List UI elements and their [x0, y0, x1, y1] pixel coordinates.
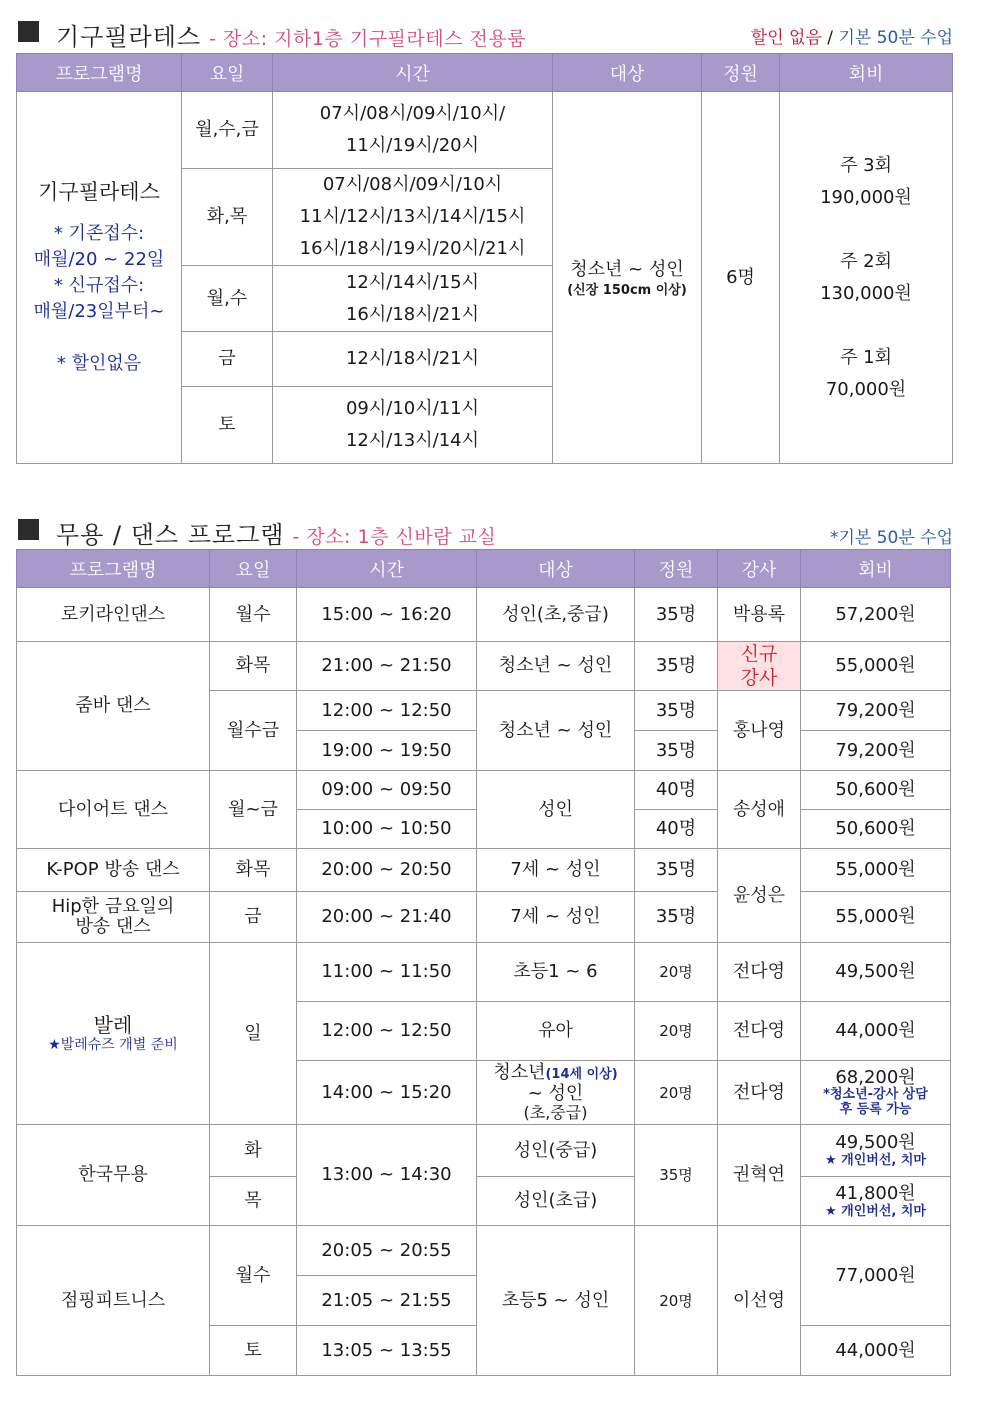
time-line: 11시/19시/20시 [345, 135, 479, 156]
target-line: (초,중급) [523, 1103, 588, 1122]
fee-cell [780, 92, 953, 464]
fee-cell: 50,600원 [801, 810, 951, 849]
table-row [17, 943, 951, 1002]
teacher-cell: 전다영 [718, 1002, 801, 1061]
program-note: * 기존접수: [53, 222, 145, 244]
col-header-time: 시간 [297, 550, 477, 588]
col-header-time: 시간 [273, 54, 553, 92]
day-cell: 토 [182, 387, 273, 464]
col-header-program: 프로그램명 [17, 54, 182, 92]
section2-location: - 장소: 1층 신바람 교실 [292, 526, 497, 548]
time-cell [273, 387, 553, 464]
time-cell: 20:00 ~ 21:40 [297, 892, 477, 943]
capacity-cell: 35명 [635, 849, 718, 892]
teacher-cell: 박용록 [718, 588, 801, 642]
no-discount-note: 할인 없음 [750, 28, 822, 48]
dance-table [16, 549, 951, 1376]
time-line: 09시/10시/11시 [345, 398, 479, 419]
program-name: 발레 [93, 1013, 133, 1037]
day-cell: 화목 [210, 849, 297, 892]
table-row [17, 92, 953, 169]
time-cell: 19:00 ~ 19:50 [297, 731, 477, 771]
fee-cell: 79,200원 [801, 691, 951, 731]
section1-notes [751, 23, 953, 48]
target-cell: 성인 [477, 771, 635, 849]
program-cell [17, 943, 210, 1125]
program-name: 기구필라테스 [38, 179, 160, 204]
capacity-cell: 40명 [635, 771, 718, 810]
time-line: 12시/18시/21시 [345, 348, 479, 369]
program-cell: 점핑피트니스 [17, 1226, 210, 1376]
program-note: * 신규접수: [53, 274, 145, 296]
day-cell: 월수 [210, 1226, 297, 1326]
program-cell: K-POP 방송 댄스 [17, 849, 210, 892]
capacity-cell: 20명 [635, 943, 718, 1002]
time-cell: 13:05 ~ 13:55 [297, 1326, 477, 1376]
class-length-note: 기본 50분 수업 [838, 28, 953, 48]
capacity-cell: 35명 [635, 642, 718, 691]
day-cell: 화,목 [182, 169, 273, 266]
table-row [17, 849, 951, 892]
capacity-cell: 40명 [635, 810, 718, 849]
section2-header [18, 515, 953, 549]
target-cell: 청소년 ~ 성인 [477, 642, 635, 691]
fee-cell [801, 1177, 951, 1226]
target-line: ~ 성인 [527, 1083, 584, 1104]
program-cell: 한국무용 [17, 1125, 210, 1226]
fee-line: 190,000원 [820, 186, 912, 208]
target-cell: 초등1 ~ 6 [477, 943, 635, 1002]
table-row [17, 1226, 951, 1276]
target-age-note: (14세 이상) [545, 1067, 618, 1082]
square-bullet-icon [18, 21, 39, 42]
capacity-cell: 35명 [635, 1125, 718, 1226]
fee-line: 70,000원 [825, 378, 907, 400]
time-cell: 15:00 ~ 16:20 [297, 588, 477, 642]
fee-note: 후 등록 가능 [839, 1102, 912, 1117]
program-cell [17, 92, 182, 464]
col-header-target: 대상 [553, 54, 702, 92]
day-cell: 월,수,금 [182, 92, 273, 169]
new-teacher-badge [718, 642, 801, 691]
time-line: 16시/18시/21시 [345, 303, 479, 325]
day-cell: 화목 [210, 642, 297, 691]
col-header-teacher: 강사 [718, 550, 801, 588]
fee-text: 41,800원 [835, 1182, 916, 1204]
capacity-cell: 35명 [635, 691, 718, 731]
target-cell: 7세 ~ 성인 [477, 849, 635, 892]
fee-cell: 79,200원 [801, 731, 951, 771]
capacity-cell: 35명 [635, 588, 718, 642]
fee-text: 49,500원 [835, 1132, 916, 1153]
col-header-fee: 회비 [801, 550, 951, 588]
target-cell: 성인(초,중급) [477, 588, 635, 642]
section2-notes [830, 523, 953, 548]
time-line: 12시/13시/14시 [345, 430, 479, 451]
fee-cell: 55,000원 [801, 642, 951, 691]
time-cell: 11:00 ~ 11:50 [297, 943, 477, 1002]
target-cell [477, 1061, 635, 1125]
day-cell: 월수 [210, 588, 297, 642]
time-line: 07시/08시/09시/10시/ [319, 103, 506, 124]
teacher-cell: 전다영 [718, 943, 801, 1002]
teacher-cell: 홍나영 [718, 691, 801, 771]
target-cell [553, 92, 702, 464]
class-length-note: *기본 50분 수업 [829, 528, 953, 548]
fee-cell: 50,600원 [801, 771, 951, 810]
teacher-cell: 전다영 [718, 1061, 801, 1125]
section2-title-text: 무용 / 댄스 프로그램 [56, 521, 285, 549]
section1-location: - 장소: 지하1층 기구필라테스 전용룸 [209, 28, 527, 50]
target-note: (신장 150cm 이상) [567, 282, 687, 298]
time-cell: 20:05 ~ 20:55 [297, 1226, 477, 1276]
section1-title [56, 17, 526, 52]
program-cell: 로키라인댄스 [17, 588, 210, 642]
target-line [479, 1063, 632, 1084]
program-note: 매월/20 ~ 22일 [33, 248, 165, 270]
capacity-cell: 35명 [635, 731, 718, 771]
fee-text: 68,200원 [835, 1067, 916, 1088]
day-cell: 목 [210, 1177, 297, 1226]
program-cell: 다이어트 댄스 [17, 771, 210, 849]
target-cell: 초등5 ~ 성인 [477, 1226, 635, 1376]
target-text: 청소년 [493, 1062, 546, 1083]
time-cell [273, 169, 553, 266]
time-line: 11시/12시/13시/14시/15시 [299, 206, 526, 227]
pilates-table [16, 53, 953, 464]
time-cell: 20:00 ~ 20:50 [297, 849, 477, 892]
table-header-row [17, 550, 951, 588]
fee-note: ★ 개인버선, 치마 [825, 1153, 926, 1168]
program-name-line: 방송 댄스 [75, 916, 151, 937]
day-cell: 토 [210, 1326, 297, 1376]
table-row [17, 642, 951, 691]
time-cell: 14:00 ~ 15:20 [297, 1061, 477, 1125]
fee-cell: 57,200원 [801, 588, 951, 642]
ballet-shoes-note: ★발레슈즈 개별 준비 [48, 1037, 178, 1053]
section1-title-text: 기구필라테스 [56, 23, 202, 51]
fee-cell [801, 1061, 951, 1125]
time-cell [273, 266, 553, 332]
fee-cell: 77,000원 [801, 1226, 951, 1326]
fee-note: *청소년-강사 상담 [823, 1087, 928, 1102]
col-header-program: 프로그램명 [17, 550, 210, 588]
section2-title [56, 515, 496, 550]
time-cell: 12:00 ~ 12:50 [297, 1002, 477, 1061]
time-line: 12시/14시/15시 [345, 271, 479, 293]
time-cell: 13:00 ~ 14:30 [297, 1125, 477, 1226]
col-header-fee: 회비 [780, 54, 953, 92]
day-cell: 월,수 [182, 266, 273, 332]
time-line: 16시/18시/19시/20시/21시 [299, 238, 526, 259]
teacher-cell: 이선영 [718, 1226, 801, 1376]
fee-cell: 55,000원 [801, 892, 951, 943]
fee-cell: 44,000원 [801, 1002, 951, 1061]
day-cell: 금 [182, 332, 273, 387]
new-teacher-text: 신규 강사 [740, 643, 778, 689]
teacher-cell: 송성애 [718, 771, 801, 849]
capacity-cell: 35명 [635, 892, 718, 943]
table-row [17, 1125, 951, 1177]
program-cell [17, 892, 210, 943]
col-header-day: 요일 [210, 550, 297, 588]
day-cell: 화 [210, 1125, 297, 1177]
target-text: 청소년 ~ 성인 [570, 258, 684, 280]
time-line: 07시/08시/09시/10시 [322, 174, 503, 195]
day-cell: 월수금 [210, 691, 297, 771]
table-row [17, 771, 951, 810]
time-cell: 21:00 ~ 21:50 [297, 642, 477, 691]
target-cell: 성인(중급) [477, 1125, 635, 1177]
col-header-capacity: 정원 [702, 54, 780, 92]
target-cell: 청소년 ~ 성인 [477, 691, 635, 771]
col-header-target: 대상 [477, 550, 635, 588]
time-cell: 10:00 ~ 10:50 [297, 810, 477, 849]
target-cell: 7세 ~ 성인 [477, 892, 635, 943]
time-cell: 21:05 ~ 21:55 [297, 1276, 477, 1326]
teacher-cell: 윤성은 [718, 849, 801, 943]
teacher-cell: 권혁연 [718, 1125, 801, 1226]
time-cell: 12:00 ~ 12:50 [297, 691, 477, 731]
table-row [17, 588, 951, 642]
program-note: * 할인없음 [56, 352, 142, 374]
capacity-cell: 20명 [635, 1226, 718, 1376]
capacity-cell: 20명 [635, 1002, 718, 1061]
time-cell: 09:00 ~ 09:50 [297, 771, 477, 810]
fee-cell: 49,500원 [801, 943, 951, 1002]
fee-cell [801, 1125, 951, 1177]
fee-line: 130,000원 [820, 282, 912, 304]
fee-line: 주 3회 [840, 154, 892, 176]
fee-note: ★ 개인버선, 치마 [825, 1203, 926, 1219]
table-row [17, 892, 951, 943]
section1-header [18, 17, 953, 51]
day-cell: 일 [210, 943, 297, 1125]
fee-line: 주 2회 [840, 250, 892, 272]
day-cell: 금 [210, 892, 297, 943]
col-header-day: 요일 [182, 54, 273, 92]
capacity-cell: 6명 [702, 92, 780, 464]
square-bullet-icon [18, 519, 39, 540]
col-header-capacity: 정원 [635, 550, 718, 588]
time-cell [273, 92, 553, 169]
time-cell [273, 332, 553, 387]
target-cell: 유아 [477, 1002, 635, 1061]
program-name-line: Hip한 금요일의 [51, 896, 175, 917]
target-cell: 성인(초급) [477, 1177, 635, 1226]
note-separator: / [821, 28, 839, 48]
program-cell: 줌바 댄스 [17, 642, 210, 771]
fee-cell: 44,000원 [801, 1326, 951, 1376]
day-cell: 월~금 [210, 771, 297, 849]
table-header-row [17, 54, 953, 92]
fee-line: 주 1회 [840, 346, 892, 368]
program-note: 매월/23일부터~ [33, 300, 165, 322]
capacity-cell: 20명 [635, 1061, 718, 1125]
fee-cell: 55,000원 [801, 849, 951, 892]
